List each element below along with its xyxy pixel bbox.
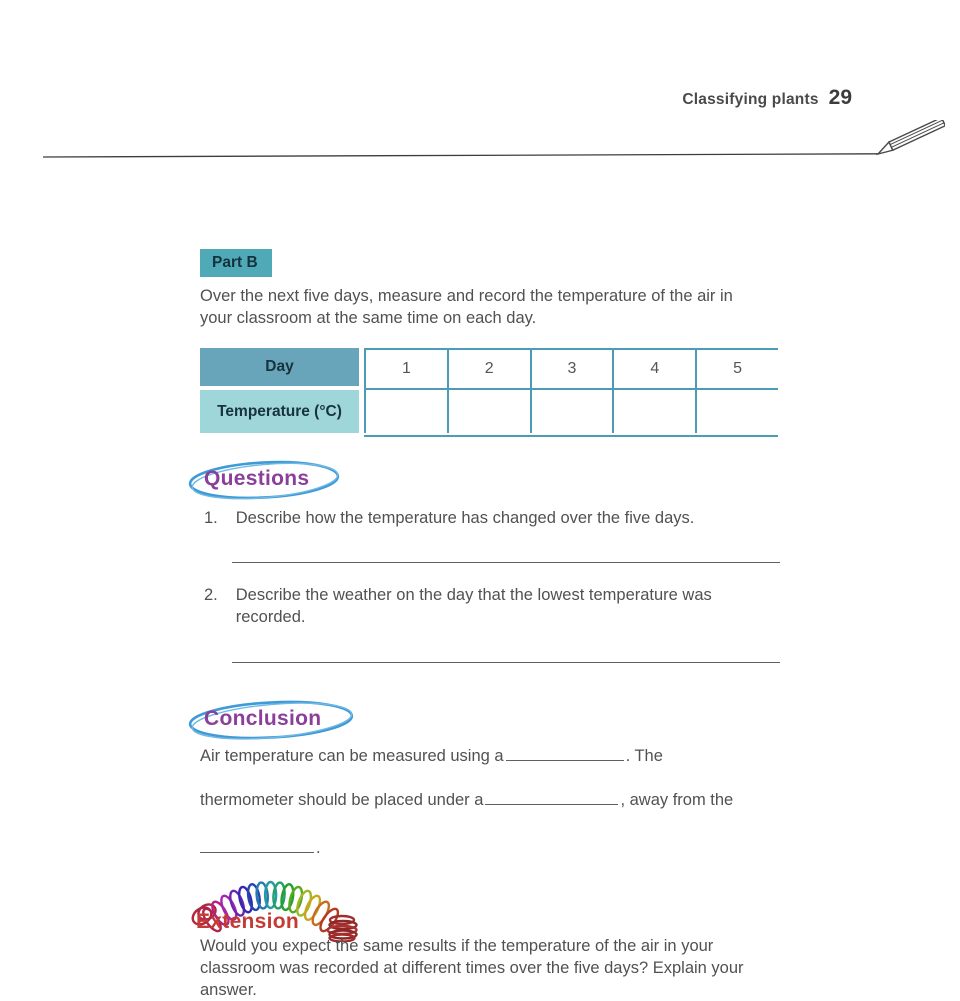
extension-heading	[190, 880, 400, 942]
day-number-cell: 4	[612, 350, 695, 388]
conclusion-heading	[186, 697, 358, 743]
part-b-badge: Part B	[200, 249, 272, 277]
questions-heading-label: Questions	[204, 467, 310, 490]
conclusion-text: thermometer should be placed under a	[200, 791, 484, 809]
question-text: Describe the weather on the day that the lowest temperature was recorded.	[235, 586, 712, 627]
answer-line-1	[232, 562, 780, 563]
conclusion-text: .	[316, 839, 321, 857]
temperature-value-cell	[447, 390, 530, 433]
table-data-area	[364, 348, 778, 437]
page-header-title: Classifying plants	[682, 91, 819, 108]
conclusion-sentence-3	[200, 838, 321, 858]
conclusion-sentence-2	[200, 790, 733, 810]
extension-heading-label: Extension	[196, 910, 300, 933]
question-item-1	[204, 507, 694, 529]
question-text: Describe how the temperature has changed over the five days.	[235, 509, 695, 527]
fill-in-blank	[200, 838, 314, 853]
day-number-cell: 2	[447, 350, 530, 388]
temperature-value-cell	[695, 390, 778, 433]
temperature-value-cell	[530, 390, 613, 433]
day-header-cell: Day	[200, 348, 359, 386]
page-number: 29	[828, 86, 852, 109]
day-number-cell: 1	[364, 350, 447, 388]
conclusion-text: . The	[625, 747, 663, 765]
day-number-row	[364, 350, 778, 390]
temperature-table	[200, 348, 778, 433]
page-header	[682, 86, 852, 110]
temperature-header-cell: Temperature (°C)	[200, 390, 359, 433]
question-item-2	[204, 584, 744, 629]
temperature-value-row	[364, 390, 778, 433]
temperature-value-cell	[612, 390, 695, 433]
temperature-value-cell	[364, 390, 447, 433]
drawn-line	[43, 154, 878, 157]
conclusion-sentence-1	[200, 746, 663, 766]
answer-line-2	[232, 662, 780, 663]
part-b-instruction: Over the next five days, measure and record the temperature of the air in your classroom at the same time on each day.	[200, 287, 733, 327]
question-number: 1.	[204, 509, 218, 527]
conclusion-text: Air temperature can be measured using a	[200, 747, 504, 765]
extension-question-text: Would you expect the same results if the temperature of the air in your classroom was recorded at different times over the five days? Explain your answer.	[200, 937, 744, 999]
day-number-cell: 5	[695, 350, 778, 388]
questions-heading	[186, 457, 344, 503]
fill-in-blank	[506, 746, 624, 761]
fill-in-blank	[485, 790, 618, 805]
pencil-icon	[875, 120, 945, 157]
conclusion-heading-label: Conclusion	[204, 707, 322, 730]
question-number: 2.	[204, 586, 218, 604]
conclusion-text: , away from the	[620, 791, 734, 809]
day-number-cell: 3	[530, 350, 613, 388]
divider-line	[40, 120, 945, 168]
